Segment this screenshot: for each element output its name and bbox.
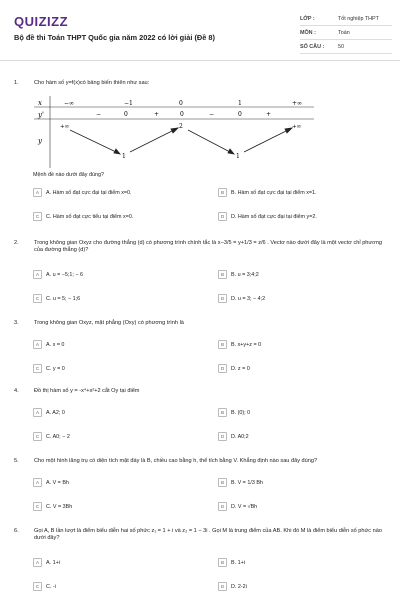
sign: − [96, 111, 102, 118]
x-value: −1 [124, 100, 133, 107]
option-letter-box: A [33, 408, 42, 417]
y-value: 1 [122, 153, 126, 160]
sign: 0 [238, 111, 242, 118]
option-letter-box: A [33, 270, 42, 279]
question-5 [14, 458, 386, 465]
option-d[interactable] [218, 432, 388, 441]
option-c[interactable] [33, 294, 203, 303]
option-c[interactable] [33, 432, 203, 441]
option-c[interactable] [33, 502, 203, 511]
option-a[interactable] [33, 408, 203, 417]
arrow-down [188, 130, 230, 152]
option-letter-box: D [218, 502, 227, 511]
option-text: B. Hàm số đạt cực đại tại điểm x=1. [231, 189, 317, 196]
option-text: B. 1+i [231, 559, 245, 566]
y-value: +∞ [60, 124, 70, 130]
meta-value: 50 [338, 43, 344, 50]
option-c[interactable] [33, 582, 203, 591]
arrow-head [114, 149, 120, 154]
option-text: D. u = 3; − 4;2 [231, 295, 266, 302]
option-text: D. Hàm số đạt cực đại tại điểm y=2. [231, 213, 317, 220]
option-text: C. u = 5; − 1;6 [46, 295, 81, 302]
header-divider [0, 60, 400, 61]
question-6 [14, 528, 386, 542]
option-text: C. y = 0 [46, 365, 65, 372]
document-title: Bộ đề thi Toán THPT Quốc gia năm 2022 có lời giải (Đề 8) [14, 33, 216, 42]
question-text: Cho một hình lăng trụ có diện tích mặt đáy là B, chiều cao bằng h, thể tích bằng V. Khẳng định nào sau đây đúng? [34, 458, 318, 464]
option-text: B. x+y+z = 0 [231, 341, 262, 348]
option-letter-box: B [218, 340, 227, 349]
option-c[interactable] [33, 212, 203, 221]
question-number: 1. [14, 80, 19, 86]
option-text: A. x = 0 [46, 341, 65, 348]
question-text: Trong không gian Oxyz, mặt phẳng (Oxy) có phương trình là [34, 320, 184, 326]
option-text: B. u = 3;4;2 [231, 271, 259, 278]
option-text: A. A2; 0 [46, 409, 65, 416]
option-d[interactable] [218, 364, 388, 373]
option-letter-box: C [33, 502, 42, 511]
option-letter-box: C [33, 582, 42, 591]
option-c[interactable] [33, 364, 203, 373]
arrow-head [228, 149, 234, 154]
arrow-head [171, 128, 178, 133]
option-text: C. A0; − 2 [46, 433, 70, 440]
question-1 [14, 80, 386, 87]
option-b[interactable] [218, 270, 388, 279]
y-label: y [38, 137, 42, 145]
x-value: 0 [179, 100, 183, 107]
option-text: D. 2-2i [231, 583, 247, 590]
option-letter-box: C [33, 212, 42, 221]
question-3 [14, 320, 386, 327]
option-letter-box: D [218, 432, 227, 441]
option-b[interactable] [218, 188, 388, 197]
option-a[interactable] [33, 340, 203, 349]
meta-table [300, 12, 392, 54]
option-letter-box: B [218, 188, 227, 197]
option-text: B. (0); 0 [231, 409, 251, 416]
option-text: C. V = 3Bh [46, 503, 73, 510]
option-a[interactable] [33, 478, 203, 487]
option-text: D. A0;2 [231, 433, 249, 440]
arrow-down [70, 130, 116, 152]
option-letter-box: B [218, 558, 227, 567]
arrow-up [244, 130, 288, 152]
option-letter-box: A [33, 188, 42, 197]
question-number: 2. [14, 240, 19, 246]
meta-value: Tốt nghiệp THPT [338, 15, 379, 22]
sign: + [154, 111, 160, 118]
question-4 [14, 388, 386, 395]
meta-label: LỚP : [300, 15, 315, 22]
option-d[interactable] [218, 502, 388, 511]
arrow-head [285, 128, 292, 133]
option-text: C. -i [46, 583, 56, 590]
question-text: Đồ thị hàm số y = -x⁴+x²+2 cắt Oy tại điểm [34, 388, 140, 394]
option-a[interactable] [33, 270, 203, 279]
option-letter-box: B [218, 478, 227, 487]
option-letter-box: A [33, 478, 42, 487]
option-text: D. z = 0 [231, 365, 250, 372]
question-number: 4. [14, 388, 19, 394]
arrow-up [130, 130, 174, 152]
x-value: 1 [238, 100, 242, 107]
x-value: +∞ [292, 100, 303, 107]
sign: − [209, 111, 215, 118]
sign: 0 [180, 111, 184, 118]
option-text: A. Hàm số đạt cực đại tại điểm x=0. [46, 189, 132, 196]
y-value: 2 [179, 123, 183, 130]
option-b[interactable] [218, 478, 388, 487]
meta-value: Toán [338, 29, 350, 36]
sign: + [266, 111, 272, 118]
sign: 0 [124, 111, 128, 118]
option-letter-box: B [218, 270, 227, 279]
meta-row [300, 26, 392, 40]
option-letter-box: D [218, 582, 227, 591]
option-letter-box: A [33, 558, 42, 567]
option-letter-box: C [33, 294, 42, 303]
option-b[interactable] [218, 340, 388, 349]
option-letter-box: B [218, 408, 227, 417]
x-label: x [38, 99, 42, 107]
meta-row [300, 40, 392, 54]
option-text: B. V = 1/3 Bh [231, 479, 263, 486]
option-letter-box: C [33, 432, 42, 441]
yprime-label: y' [38, 111, 44, 119]
option-text: C. Hàm số đạt cực tiểu tại điểm x=0. [46, 213, 134, 220]
option-text: D. V = √Bh [231, 503, 258, 510]
option-d[interactable] [218, 212, 388, 221]
option-letter-box: D [218, 294, 227, 303]
option-d[interactable] [218, 294, 388, 303]
option-letter-box: D [218, 364, 227, 373]
option-text: A. V = Bh [46, 479, 69, 486]
question-prompt: Mệnh đề nào dưới đây đúng? [33, 172, 104, 178]
question-text: Trong không gian Oxyz cho đường thẳng (d) có phương trình chính tắc là x−3/5 = y+1/3 = z/6 . Vectơ nào dưới đây là một vectơ chỉ phương của đường thẳng (d)? [34, 240, 383, 254]
option-a[interactable] [33, 188, 203, 197]
question-number: 6. [14, 528, 19, 534]
question-2 [14, 240, 386, 254]
option-b[interactable] [218, 408, 388, 417]
option-d[interactable] [218, 582, 388, 591]
quizizz-logo: QUIZIZZ [14, 14, 69, 29]
option-letter-box: A [33, 340, 42, 349]
option-letter-box: D [218, 212, 227, 221]
meta-label: MÔN : [300, 29, 316, 36]
question-number: 3. [14, 320, 19, 326]
meta-label: SỐ CÂU : [300, 43, 325, 50]
y-value: +∞ [292, 124, 302, 130]
meta-row [300, 12, 392, 26]
question-text: Cho hàm số y=f(x)có bảng biến thiên như sau: [34, 80, 150, 86]
option-b[interactable] [218, 558, 388, 567]
option-letter-box: C [33, 364, 42, 373]
option-text: A. 1+i [46, 559, 60, 566]
y-value: 1 [236, 153, 240, 160]
x-value: −∞ [64, 100, 75, 107]
variation-table [34, 96, 314, 168]
question-text: Gọi A, B lần lượt là điểm biểu diễn hai số phức z₁ = 1 + i và z₂ = 1 − 3i . Gọi M là trung điểm của AB. Khi đó M là điểm biểu diễn số phức nào dưới đây? [34, 528, 382, 542]
question-number: 5. [14, 458, 19, 464]
option-a[interactable] [33, 558, 203, 567]
option-text: A. u = −5;1; − 6 [46, 271, 84, 278]
